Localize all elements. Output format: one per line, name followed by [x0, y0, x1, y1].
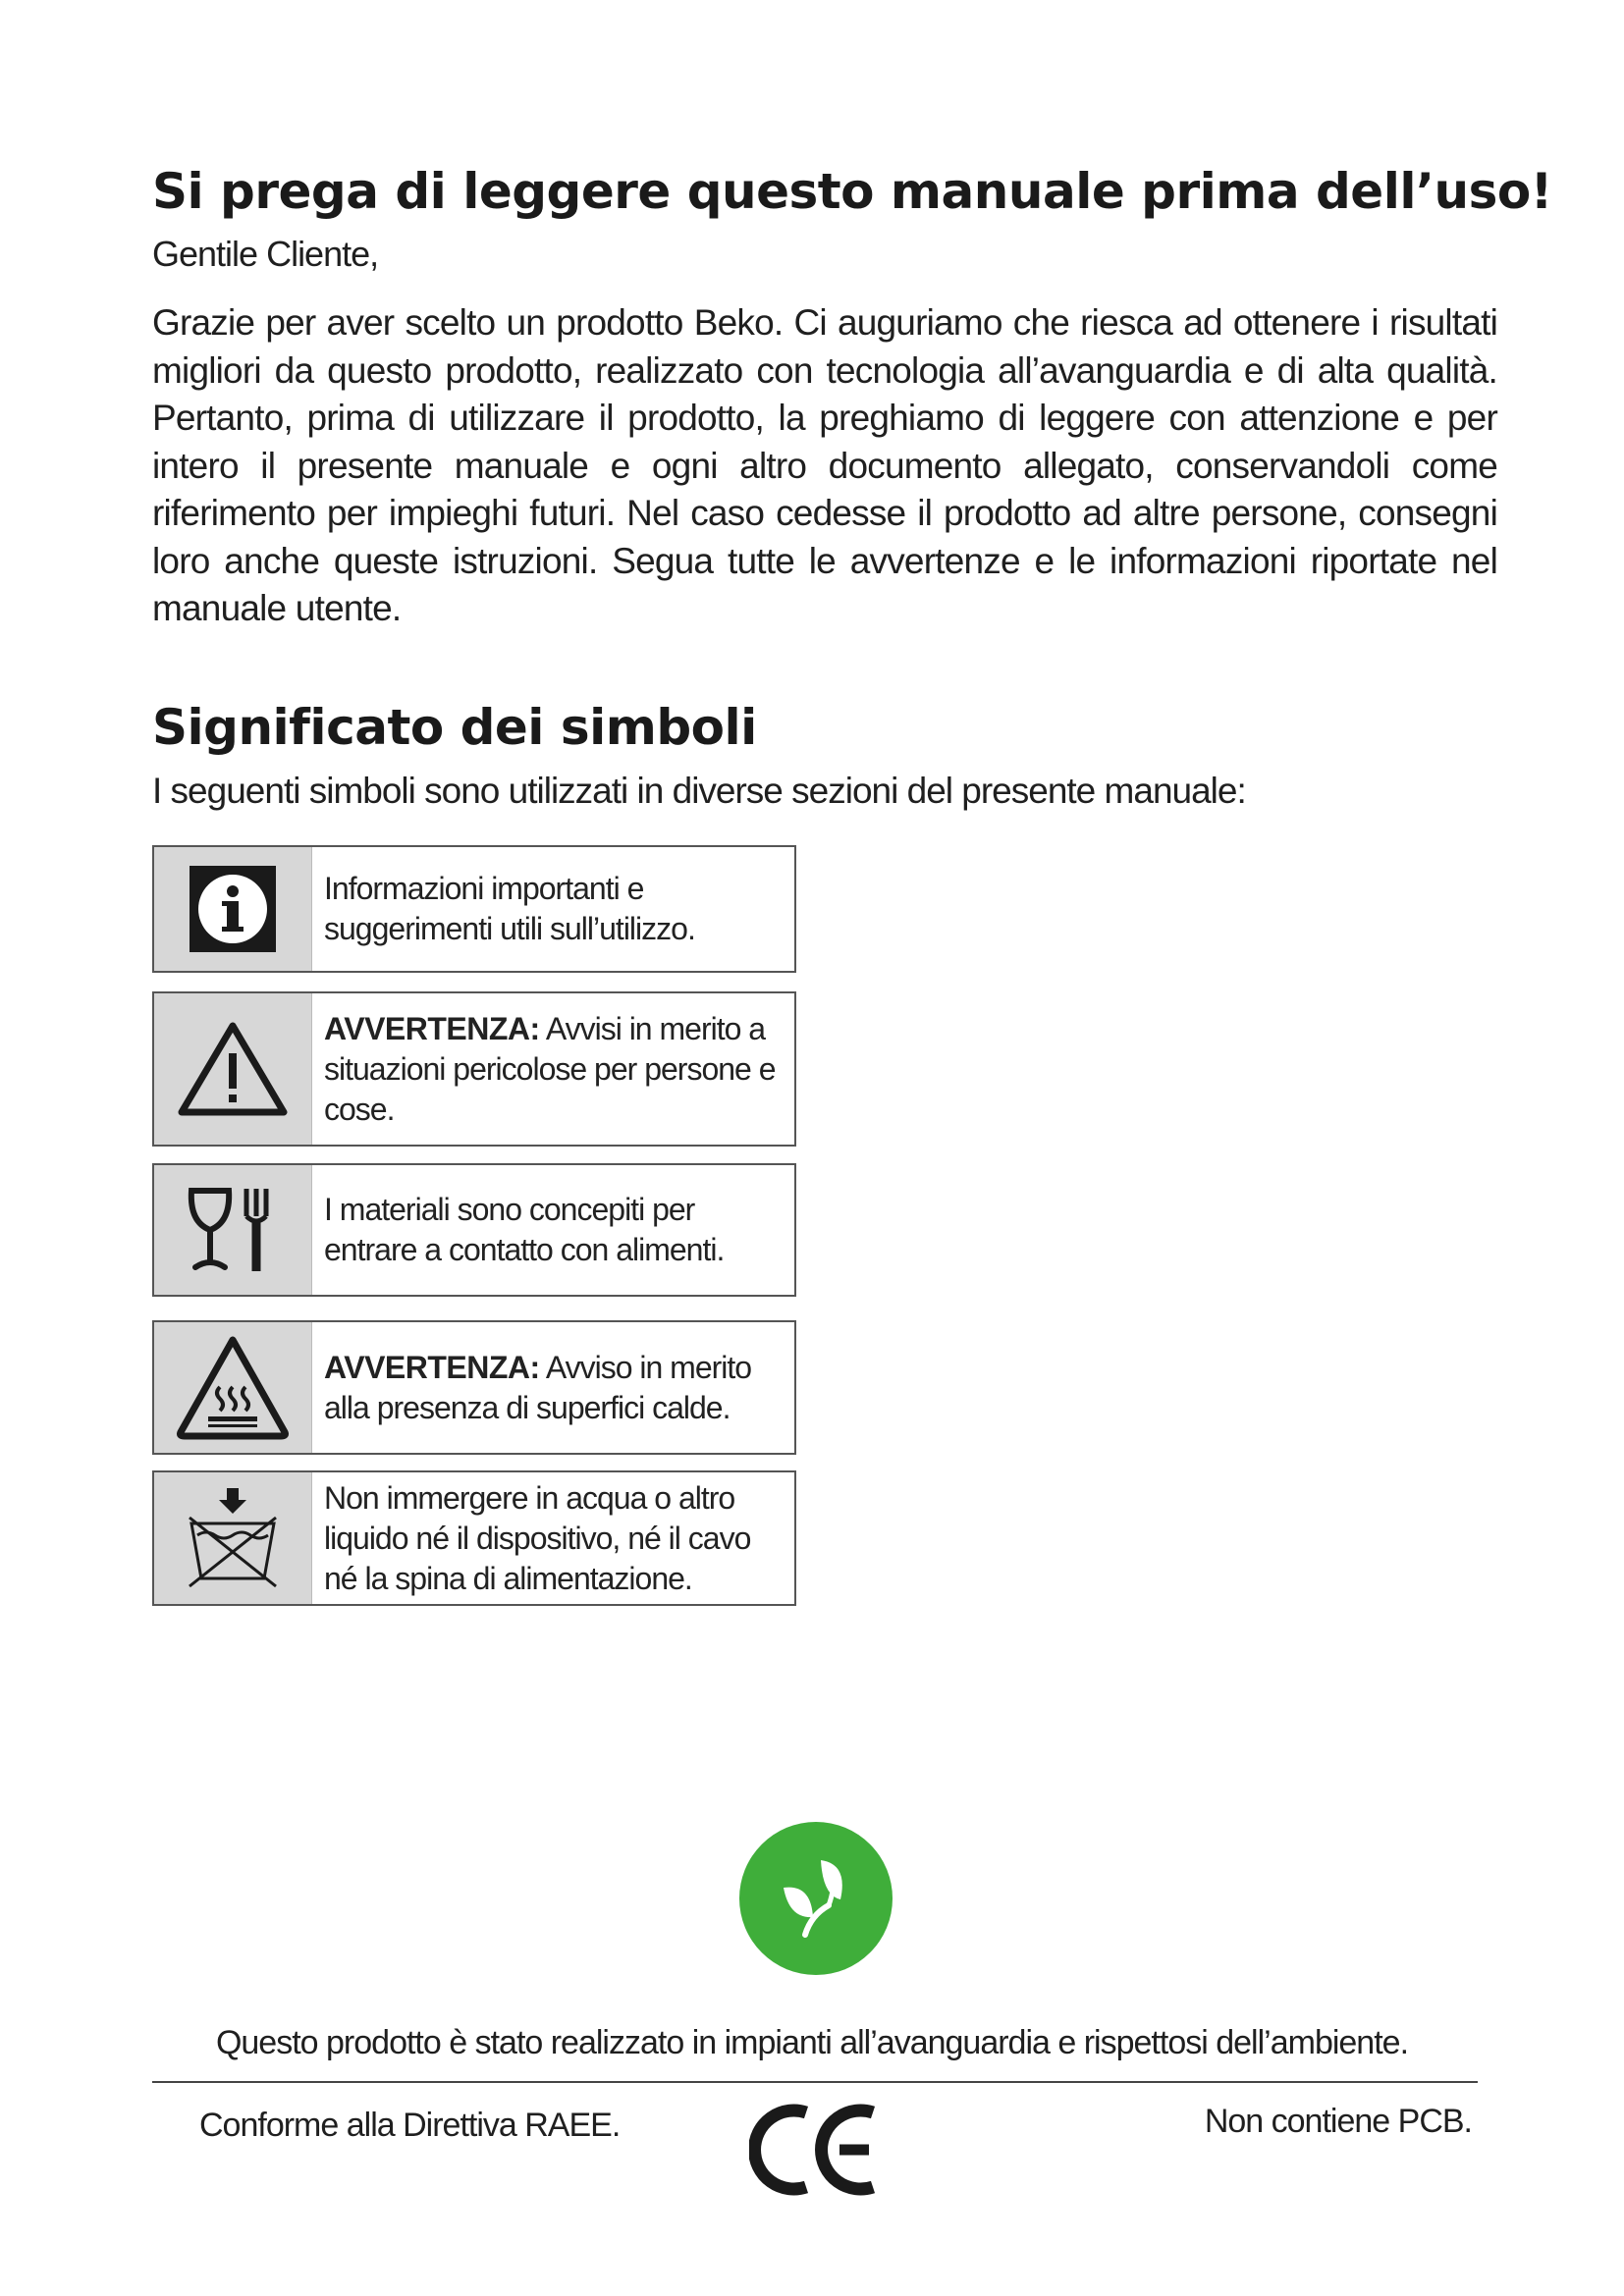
- symbol-text: Avvisi in merito a situazioni pericolose per persone e cose.: [324, 1010, 776, 1127]
- warning-label: AVVERTENZA:: [324, 1010, 540, 1046]
- warning-label: AVVERTENZA:: [324, 1349, 540, 1385]
- symbol-row-hot-surface: [152, 1320, 796, 1455]
- intro-paragraph: Grazie per aver scelto un prodotto Beko. Ci auguriamo che riesca ad ottenere i risultati migliori da questo prodotto, realizzato con tecnologia all’avanguardia e di alta qualità. Pertanto, prima di utilizzare il prodotto, la preghiamo di leggere con attenzione e per intero il presente manuale e ogni altro documento allegato, conservandoli come riferimento per impieghi futuri. Nel caso cedesse il prodotto ad altre persone, consegni loro anche queste istruzioni. Segua tutte le avvertenze e le informazioni riportate nel manuale utente.: [152, 302, 1497, 628]
- symbol-description: [312, 1472, 794, 1604]
- food-contact-icon: [154, 1165, 312, 1295]
- symbol-description: [312, 993, 794, 1145]
- page-title: Si prega di leggere questo manuale prima dell’uso!: [152, 163, 1552, 220]
- symbol-row-info: [152, 845, 796, 973]
- symbol-description: [312, 1322, 794, 1453]
- ce-mark-icon: [749, 2101, 881, 2203]
- symbol-description: [312, 847, 794, 971]
- symbol-text: Non immergere in acqua o altro liquido né il dispositivo, né il cavo né la spina di alimentazione.: [324, 1479, 751, 1596]
- eco-tagline: Questo prodotto è stato realizzato in impianti all’avanguardia e rispettosi dell’ambiente.: [215, 2024, 1409, 2061]
- symbol-description: [312, 1165, 794, 1295]
- symbol-text: Informazioni importanti e suggerimenti utili sull’utilizzo.: [324, 871, 695, 946]
- symbol-text: Avviso in merito alla presenza di superfici calde.: [324, 1349, 752, 1425]
- pcb-free-text: Non contiene PCB.: [1204, 2103, 1472, 2140]
- no-immersion-icon: [154, 1472, 312, 1604]
- symbols-heading: Significato dei simboli: [152, 699, 757, 756]
- symbol-row-warning: [152, 991, 796, 1147]
- greeting: Gentile Cliente,: [152, 234, 379, 274]
- symbol-text: I materiali sono concepiti per entrare a contatto con alimenti.: [324, 1192, 725, 1267]
- info-icon: [154, 847, 312, 971]
- symbol-row-food-contact: [152, 1163, 796, 1297]
- weee-compliance-text: Conforme alla Direttiva RAEE.: [199, 2107, 621, 2144]
- hot-surface-icon: [154, 1322, 312, 1453]
- symbols-intro: I seguenti simboli sono utilizzati in diverse sezioni del presente manuale:: [152, 771, 1246, 811]
- footer-divider: [152, 2081, 1478, 2083]
- eco-leaf-logo: [738, 1821, 893, 1980]
- warning-icon: [154, 993, 312, 1145]
- symbol-row-no-immersion: [152, 1470, 796, 1606]
